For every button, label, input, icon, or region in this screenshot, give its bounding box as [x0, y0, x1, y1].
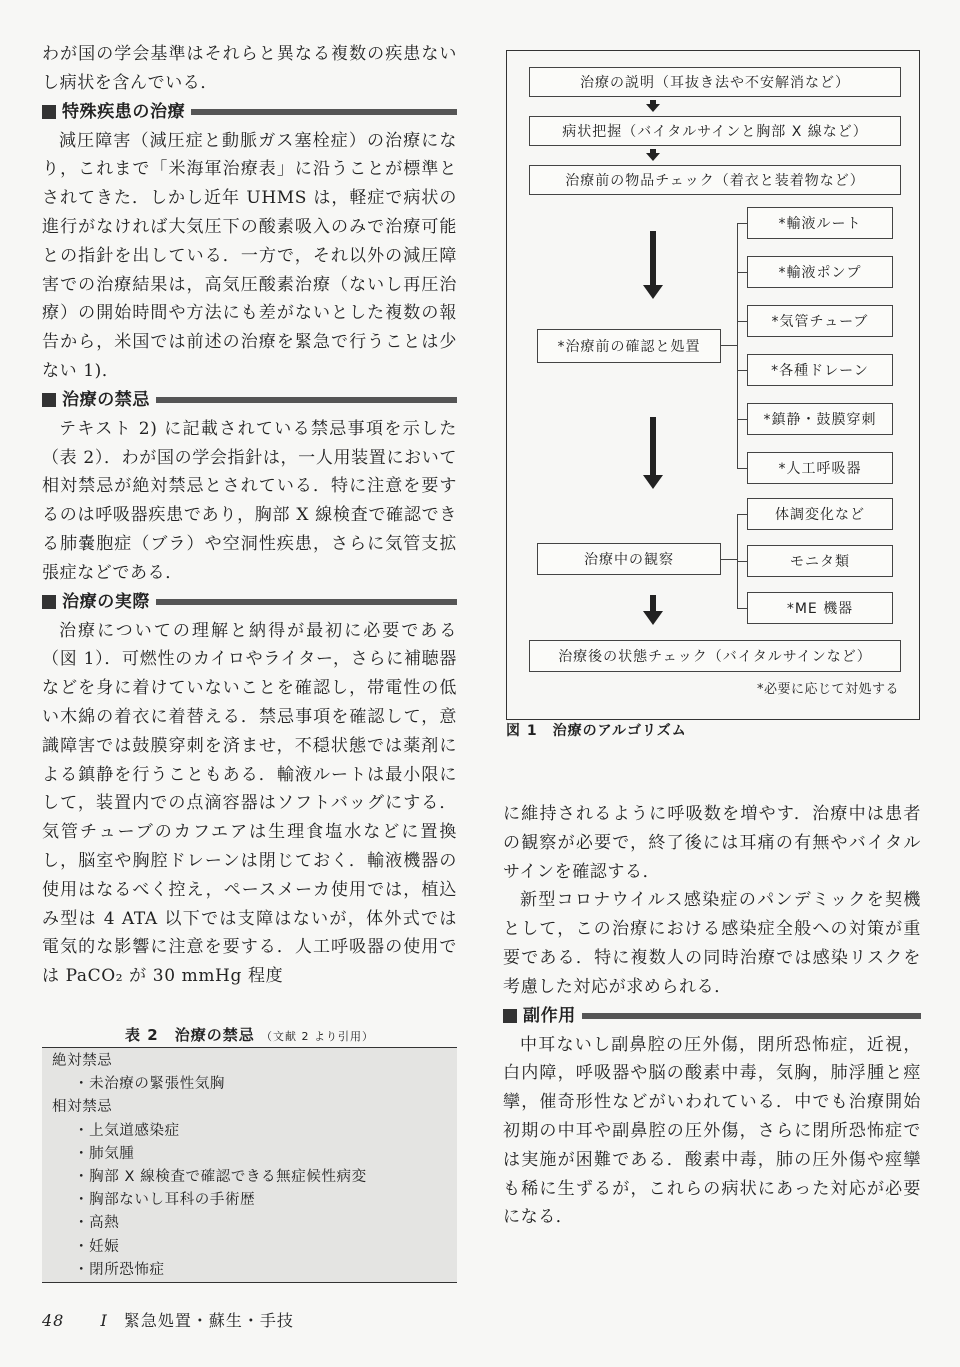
table-item: ・未治療の緊張性気胸: [74, 1076, 225, 1093]
pre-item: *輸液ルート: [747, 207, 893, 239]
heading-square-icon: [42, 595, 56, 609]
arrow-down-icon: [643, 475, 663, 489]
heading-square-icon: [503, 1009, 517, 1023]
connector-line: [737, 468, 747, 469]
section-heading-special: [42, 98, 457, 127]
heading-rule: [156, 397, 457, 403]
table-item: ・上気道感染症: [74, 1122, 180, 1139]
pre-item: *輸液ポンプ: [747, 256, 893, 288]
connector-line: [737, 561, 747, 562]
heading-rule: [582, 1013, 921, 1019]
during-item: モニタ類: [747, 545, 893, 577]
connector-line: [737, 514, 747, 515]
contraindication-table: [42, 1047, 457, 1283]
right-paragraph-1: に維持されるように呼吸数を増やす．治療中は患者の観察が必要で，終了後には耳痛の有無やバイタルサインを確認する．: [503, 804, 921, 882]
algorithm-figure: [506, 50, 920, 720]
box-check: 治療前の物品チェック（着衣と装着物など）: [529, 165, 901, 195]
connector-line: [737, 272, 747, 273]
box-assess: 病状把握（バイタルサインと胸部 X 線など）: [529, 116, 901, 146]
right-paragraph-2: 新型コロナウイルス感染症のパンデミックを契機として，この治療における感染症全般への対策が重要である．特に複数人の同時治療では感染リスクを考慮した対応が求められる．: [503, 890, 921, 997]
connector-line: [737, 321, 747, 322]
connector-line: [737, 608, 747, 609]
section-heading-practice: [42, 588, 457, 617]
section-heading-text: 治療の実際: [62, 591, 150, 612]
arrow-down-icon: [646, 104, 660, 112]
during-item: 体調変化など: [747, 498, 893, 530]
connector-line: [721, 559, 737, 560]
section-body-special: 減圧障害（減圧症と動脈ガス塞栓症）の治療になり，これまで「米海軍治療表」に沿うことが標準とされてきた．しかし近年 UHMS は，軽症で病状の進行がなければ大気圧下の酸素吸入のみで治療可能との指針を出している．一方で，それ以外の減圧障害での治療結果は，高気圧酸素治療（ないし再圧治療）の開始時間や方法にも差がないとした複数の報告から，米国では前述の治療を緊急で行うことは少ない 1)．: [42, 130, 457, 381]
left-column: [42, 40, 457, 991]
figure-note: *必要に応じて対処する: [756, 682, 899, 697]
connector-line: [721, 345, 737, 346]
table-title: [42, 1024, 457, 1045]
arrow-down-icon: [643, 611, 663, 625]
arrow-shaft: [650, 595, 656, 611]
section-heading-text: 副作用: [523, 1005, 576, 1026]
box-during: 治療中の観察: [537, 543, 721, 575]
page-number: 48: [42, 1311, 65, 1330]
table-item: ・肺気腫: [74, 1145, 135, 1162]
chapter-number: I: [100, 1311, 108, 1330]
pre-item: *鎮静・鼓膜穿刺: [747, 403, 893, 435]
table-item: ・閉所恐怖症: [74, 1261, 165, 1278]
pre-item: *気管チューブ: [747, 305, 893, 337]
connector-line: [737, 419, 747, 420]
page-footer: [42, 1308, 294, 1331]
chapter-title: 緊急処置・蘇生・手技: [123, 1311, 294, 1330]
box-after: 治療後の状態チェック（バイタルサインなど）: [529, 640, 901, 672]
arrow-down-icon: [646, 153, 660, 161]
table-item: ・胸部 X 線検査で確認できる無症候性病変: [74, 1169, 367, 1186]
figure-caption: 図 1 治療のアルゴリズム: [506, 723, 687, 739]
heading-rule: [191, 109, 457, 115]
intro-paragraph: わが国の学会基準はそれらと異なる複数の疾患ないし病状を含んでいる．: [42, 44, 457, 93]
table-title-text: 表 2 治療の禁忌: [125, 1026, 255, 1044]
connector-line: [737, 223, 738, 468]
table-source: （文献 2 より引用）: [260, 1030, 374, 1043]
pre-item: *各種ドレーン: [747, 354, 893, 386]
table-item: ・妊娠: [74, 1238, 120, 1255]
heading-square-icon: [42, 105, 56, 119]
pre-item: *人工呼吸器: [747, 452, 893, 484]
table-item: ・高熱: [74, 1215, 120, 1232]
section-body-contraindication: テキスト 2) に記載されている禁忌事項を示した（表 2）．わが国の学会指針は，一人用装置において相対禁忌が絶対禁忌とされている．特に注意を要するのは呼吸器疾患であり，胸部 X 線検査で確認できる肺嚢胞症（ブラ）や空洞性疾患，さらに気管支拡張症などである．: [42, 418, 457, 583]
section-body-side-effects: 中耳ないし副鼻腔の圧外傷，閉所恐怖症，近視，白内障，呼吸器や脳の酸素中毒，気胸，肺浮腫と痙攣，催奇形性などがいわれている．中でも治療開始初期の中耳や副鼻腔の圧外傷，さらに閉所恐怖症では実施が困難である．酸素中毒，肺の圧外傷や痙攣も稀に生ずるが，これらの病状にあった対応が必要になる．: [503, 1034, 921, 1228]
arrow-down-icon: [643, 285, 663, 299]
during-item: *ME 機器: [747, 592, 893, 624]
heading-square-icon: [42, 393, 56, 407]
box-pre-treatment: *治療前の確認と処置: [537, 329, 721, 363]
section-heading-side-effects: [503, 1002, 921, 1031]
section-heading-text: 治療の禁忌: [62, 389, 150, 410]
arrow-shaft: [650, 231, 656, 285]
section-heading-text: 特殊疾患の治療: [62, 101, 186, 122]
connector-line: [737, 223, 747, 224]
section-body-practice: 治療についての理解と納得が最初に必要である（図 1）．可燃性のカイロやライター，さらに補聴器などを身に着けていないことを確認し，帯電性の低い木綿の着衣に着替える．禁忌事項を確認して，意識障害では鼓膜穿刺を済ませ，不穏状態では薬剤による鎮静を行うこともある．輸液ルートは最小限にして，装置内での点滴容器はソフトバッグにする．気管チューブのカフエアは生理食塩水などに置換し，脳室や胸腔ドレーンは閉じておく．輸液機器の使用はなるべく控え，ペースメーカ使用では，植込み型は 4 ATA 以下では支障はないが，体外式では電気的な影響に注意を要する．人工呼吸器の使用では PaCO₂ が 30 mmHg 程度: [42, 620, 457, 987]
heading-rule: [156, 599, 457, 605]
table-item: ・胸部ないし耳科の手術歴: [74, 1192, 256, 1209]
table-absolute-label: 絶対禁忌: [52, 1053, 113, 1069]
box-explain: 治療の説明（耳抜き法や不安解消など）: [529, 67, 901, 97]
section-heading-contraindication: [42, 386, 457, 415]
arrow-shaft: [650, 417, 656, 475]
table-relative-label: 相対禁忌: [52, 1099, 113, 1116]
right-column: [503, 800, 921, 1232]
connector-line: [737, 370, 747, 371]
